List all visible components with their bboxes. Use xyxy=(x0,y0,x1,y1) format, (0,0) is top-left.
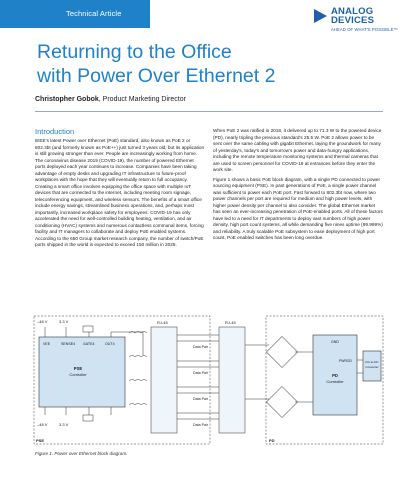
pse-controller-name: PSE xyxy=(73,366,83,371)
pse-controller-sub: Controller xyxy=(69,372,87,377)
pin-label: GATE4 xyxy=(83,342,95,346)
brand-tagline: AHEAD OF WHAT'S POSSIBLE™ xyxy=(331,27,398,32)
rj45-label: RJ-45 xyxy=(157,320,168,325)
title-line-1: Returning to the Office xyxy=(37,41,232,63)
pwrgd-label: PWRGD xyxy=(339,359,352,363)
author-name: Christopher Gobok xyxy=(35,96,99,103)
paragraph: Figure 1 shows a basic PoE block diagram, with a single PD connected to power sourcing equipment (PSE). In past generations of PoE, a single power channel was sufficient to power each PoE port. Fast forward to 802.3bt now, where two power channels per port are required for medium and high power levels, with higher power density per channel to also consider. The global Ethernet market has seen an ever-increasing penetration of PoE-enabled ports. All of these factors have led to a need for IT departments to deploy vast numbers of high power density, high port count systems, all while demanding five nines uptime (99.999%) and reliability. A truly scalable PoE subsystem to ease deployment of high port count, PoE enabled switches has been long overdue. xyxy=(213,176,383,240)
column-right xyxy=(213,128,383,245)
section-heading: Introduction xyxy=(35,127,75,136)
brand-name-line2: DEVICES xyxy=(331,15,375,26)
fet-symbol xyxy=(83,326,93,332)
data-pair-label: Data Pair xyxy=(193,371,208,375)
wire xyxy=(357,360,363,373)
data-pair-label: Data Pair xyxy=(193,345,208,349)
pin-label: VEE xyxy=(43,342,51,346)
gnd-label: GND xyxy=(331,340,339,344)
title-line-2: with Power Over Ethernet 2 xyxy=(37,65,276,87)
category-label: Technical Article xyxy=(66,9,122,18)
brand-name-line1: ANALOG xyxy=(331,6,374,17)
pd-controller-name: PD xyxy=(332,373,338,378)
fet-symbol xyxy=(83,415,93,421)
rj45-label: RJ-45 xyxy=(225,320,236,325)
author-byline xyxy=(35,96,186,103)
pin-label: SENSE4 xyxy=(61,342,76,346)
dcdc-label-line2: Converter xyxy=(365,365,379,369)
brand-name xyxy=(331,7,374,25)
pd-region-label: PD xyxy=(269,438,275,443)
page-title xyxy=(37,40,337,88)
voltage-label: –48 V xyxy=(37,422,48,427)
pin-label: OUT4 xyxy=(105,342,115,346)
divider xyxy=(35,111,383,112)
dcdc-label-line1: DC-to-DC xyxy=(365,360,379,364)
voltage-label: 3.3 V xyxy=(59,319,69,324)
pd-controller-sub: Controller xyxy=(326,379,344,384)
voltage-label: 3.3 V xyxy=(59,422,69,427)
paragraph: When PoE 2 was ratified in 2018, it delivered up to 71.3 W to the powered device (PD), nearly tripling the previous standard's 25.5 W. PoE 2 allows power to be sent over the same cabling with gigabit Ethernet, laying the groundwork for many of yesterday's, today's and tomorrow's power and data-hungry applications, including the remote temperature monitoring systems and thermal cameras that are used to screen personnel for COVID-19 at entrances before they enter the work site. xyxy=(213,128,382,172)
figure-caption: Figure 1. Power over Ethernet block diagram. xyxy=(35,451,128,456)
poe-block-diagram xyxy=(33,315,385,447)
transformer-coils xyxy=(129,332,147,406)
voltage-label: –48 V xyxy=(37,319,48,324)
paragraph: IEEE's latest Power over Ethernet (PoE) standard, also known as PoE 2 or 802.3bt (and formerly known as PoE++) just turned 3 years old, but its application is still growing stronger than ever. People are increasingly working from home. The coronavirus disease 2019 (COVID-19), the number of powered Ethernet ports deployed each year continues to increase. Companies have been taking advantage of empty desks and upgrading IT infrastructure to future-proof workplaces with the hope that they will eventually return to full occupancy. Creating a smart office involves equipping the office space with multiple IoT devices that are connected to the internet, including meeting room signage, teleconferencing equipment, and wireless sensors. The benefits of a smart office include energy savings, streamlined business operations, and, perhaps most importantly, increased workplace safety for employees. COVID-19 has only accelerated the need for well-controlled building heating, ventilation, and air conditioning (HVAC) systems and numerous contactless communal items, forcing facility and IT managers to collaborate and deploy PoE enabled systems. According to the 650 Group market research company, the number of switch/PoE ports shipped in the world is expected to exceed 150 million in 2025. xyxy=(35,138,205,247)
category-banner xyxy=(0,0,150,28)
rj45-connector-pd xyxy=(219,327,245,433)
author-role: , Product Marketing Director xyxy=(98,96,186,103)
column-left xyxy=(35,127,205,252)
data-pair-label: Data Pair xyxy=(193,423,208,427)
rj45-connector-pse xyxy=(151,327,177,433)
data-pair-label: Data Pair xyxy=(193,397,208,401)
diode-bridge xyxy=(245,336,313,417)
pse-region-label: PSE xyxy=(36,438,45,443)
triangle-logo-icon xyxy=(314,9,327,23)
